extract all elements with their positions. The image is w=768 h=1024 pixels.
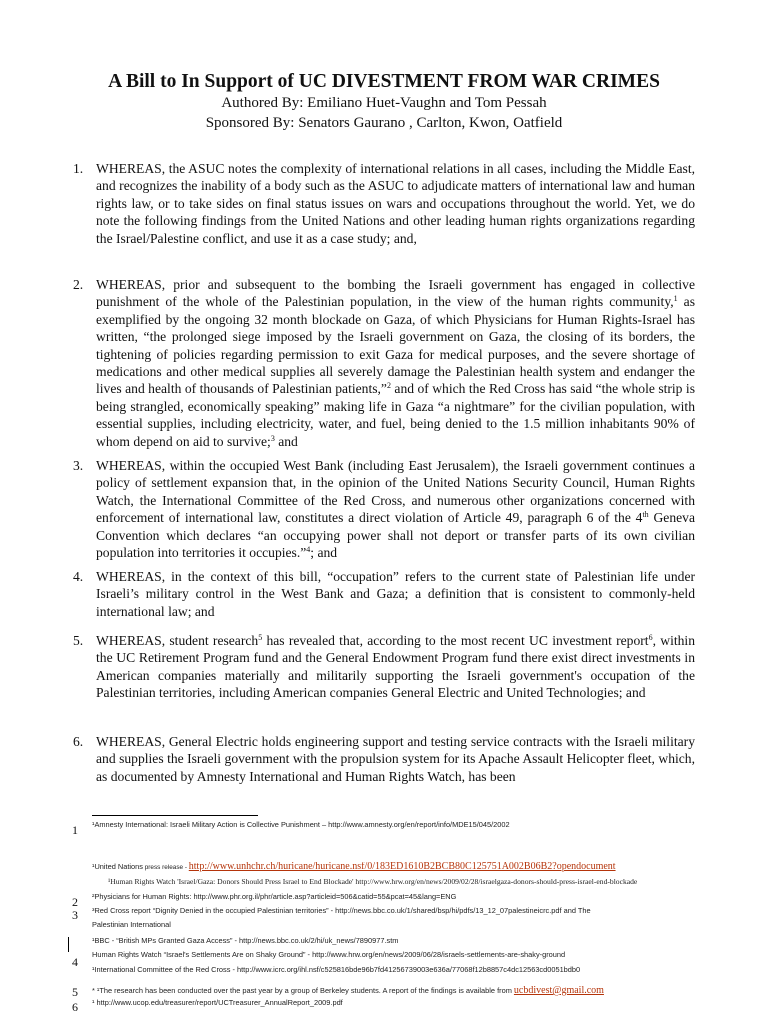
clause-text: WHEREAS, student research$^5$ has revealed that, according to the most recent UC investment report$^6$, within the UC Retirement Program fund and the General Endowment Program fund there exist direct investments in American companies materially and militarily supporting the Israeli government's occupation of the Palestinian territories, including American companies General Electric and United Technologies; and bbox=[96, 633, 695, 701]
footnote-number: 5 bbox=[72, 985, 78, 999]
footnote-ref: 4 bbox=[306, 545, 311, 555]
sponsored-by: Sponsored By: Senators Gaurano , Carlton, Kwon, Oatfield bbox=[205, 115, 563, 131]
footnote-number: 4 bbox=[72, 955, 78, 969]
footnote-ref: 5 bbox=[258, 633, 263, 642]
footnote-ref: 1 bbox=[673, 294, 678, 304]
authored-by: Authored By: Emiliano Huet-Vaughn and Tom Pessah bbox=[221, 95, 547, 111]
footnote-number: 3 bbox=[72, 908, 78, 922]
footnote-ref: 2 bbox=[386, 381, 391, 391]
clause-text: WHEREAS, the ASUC notes the complexity of international relations in all cases, including the Middle East, and recognizes the inability of a body such as the ASUC to adjudicate matters of international law and human rights law, or to take sides on final status issues on wars and occupations throughout the world. Yet, we do note the following findings from the United Nations and other leading human rights organizations regarding the Israel/Palestine conflict, and use it as a case study; and, bbox=[96, 161, 695, 246]
footnote-hrw-blockade: ¹Human Rights Watch 'Israel/Gaza: Donors Should Press Israel to End Blockade' http://www.hrw.org/en/news/2009/02/28/israelgaza-donors-should-press-israel-end-blockade bbox=[108, 877, 638, 886]
footnote-phr: ²Physicians for Human Rights: http://www.phr.org.il/phr/article.asp?articleid=506&catid=55&pcat=45&lang=ENG bbox=[92, 892, 457, 901]
ucbdivest-email-link[interactable]: ucbdivest@gmail.com bbox=[513, 986, 604, 996]
bill-title: A Bill to In Support of UC DIVESTMENT FROM WAR CRIMES bbox=[108, 71, 660, 92]
clause-text: WHEREAS, prior and subsequent to the bombing the Israeli government has engaged in collective punishment of the whole of the Palestinian population, in the view of the human rights community,$^1$ as exemplified by the ongoing 32 month blockade on Gaza, of which Physicians for Human Rights-Israel has written, “the prolonged siege imposed by the Israeli government on Gaza, the closing of its borders, the tightening of policies regarding permission to exit Gaza for medical purposes, and the severe shortage of medications and other medical supplies all severely damage the Palestinian health system and endanger the lives and health of thousands of Palestinian patients,”$^2$ and of which the Red Cross has said “the whole strip is being strangled, economically speaking” making life in Gaza “a nightmare” for the civilian population, with essential supplies, including electricity, water, and fuel, being denied to the 1.5 million inhabitants 90% of whom depend on aid to survive;$^3$ and bbox=[96, 277, 695, 449]
footnote-separator bbox=[92, 815, 258, 816]
footnote-redcross: ³Red Cross report “Dignity Denied in the occupied Palestinian territories” - http://news.bbc.co.uk/1/shared/bsp/hi/pdfs/13_12_07palestineicrc.pdf and The bbox=[92, 906, 591, 915]
clause-number: 4. bbox=[73, 569, 84, 584]
footnote-number: 6 bbox=[72, 1000, 78, 1014]
footnote-redcross-cont: Palestinian International bbox=[92, 920, 171, 929]
clause-text: WHEREAS, in the context of this bill, “occupation” refers to the current state of Palestinian life under Israeli’s military control in the West Bank and Gaza; a definition that is consistent to commonly-held international law; and bbox=[96, 569, 695, 619]
footnote-bbc: ¹BBC - “British MPs Granted Gaza Access” - http://news.bbc.co.uk/2/hi/uk_news/7890977.stm bbox=[92, 936, 399, 945]
footnote-number: 2 bbox=[72, 895, 78, 909]
clause-number: 1. bbox=[73, 161, 84, 176]
clause-text: WHEREAS, within the occupied West Bank (including East Jerusalem), the Israeli government continues a policy of settlement expansion that, in the opinion of the United Nations Security Council, Human Rights Watch, the International Committee of the Red Cross, and numerous other organizations concerned with enforcement of international law, constitutes a direct violation of Article 49, paragraph 6 of the 4th Geneva Convention which declares “an occupying power shall not deport or transfer parts of its own civilian population into territories it occupies.”$^4$; and bbox=[96, 458, 695, 561]
clause-5 bbox=[73, 632, 695, 702]
footnote-un: ¹United Nations press release - http://www.unhchr.ch/huricane/huricane.nsf/0/183ED1610B2BCB80C125751A002B06B2?opendocument bbox=[92, 862, 616, 872]
clause-number: 3. bbox=[73, 458, 84, 473]
footnote-ucop: ¹ http://www.ucop.edu/treasurer/report/UCTreasurer_AnnualReport_2009.pdf bbox=[92, 998, 343, 1007]
clause-number: 5. bbox=[73, 633, 84, 648]
footnote-icrc: ¹International Committee of the Red Cross - http://www.icrc.org/ihl.nsf/c525816bde96b7fd41256739003e636a/77068f12b8857c4dc12563cd0051bdb0 bbox=[92, 965, 581, 974]
un-press-release-link[interactable]: http://www.unhchr.ch/huricane/huricane.nsf/0/183ED1610B2BCB80C125751A002B06B2?opendocument bbox=[188, 862, 616, 872]
footnote-research: * ¹The research has been conducted over the past year by a group of Berkeley students. A report of the findings is available from ucbdivest@gmail.com bbox=[92, 986, 604, 996]
clause-3 bbox=[73, 457, 695, 561]
clause-6 bbox=[73, 733, 695, 785]
clause-number: 6. bbox=[73, 734, 84, 749]
clause-text: WHEREAS, General Electric holds engineering support and testing service contracts with the Israeli military and supplies the Israeli government with the propulsion system for its Apache Assault Helicopter fleet, which, as documented by Amnesty International and Human Rights Watch, has been bbox=[96, 734, 695, 784]
footnote-ref: 6 bbox=[648, 633, 653, 642]
clause-4 bbox=[73, 568, 695, 620]
footnote-ref: th bbox=[642, 510, 649, 520]
footnote-amnesty: ¹Amnesty International: Israeli Military Action is Collective Punishment – http://www.amnesty.org/en/report/info/MDE15/045/2002 bbox=[92, 820, 510, 829]
footnote-hrw-settlements: Human Rights Watch “Israel's Settlements Are on Shaky Ground” - http://www.hrw.org/en/news/2009/06/28/israels-settlements-are-shaky-ground bbox=[92, 950, 566, 959]
change-bar bbox=[68, 937, 69, 952]
footnote-number: 1 bbox=[72, 823, 78, 837]
clause-2 bbox=[73, 276, 695, 450]
clause-1 bbox=[73, 160, 695, 247]
clause-number: 2. bbox=[73, 277, 84, 292]
footnote-ref: 3 bbox=[270, 433, 275, 443]
